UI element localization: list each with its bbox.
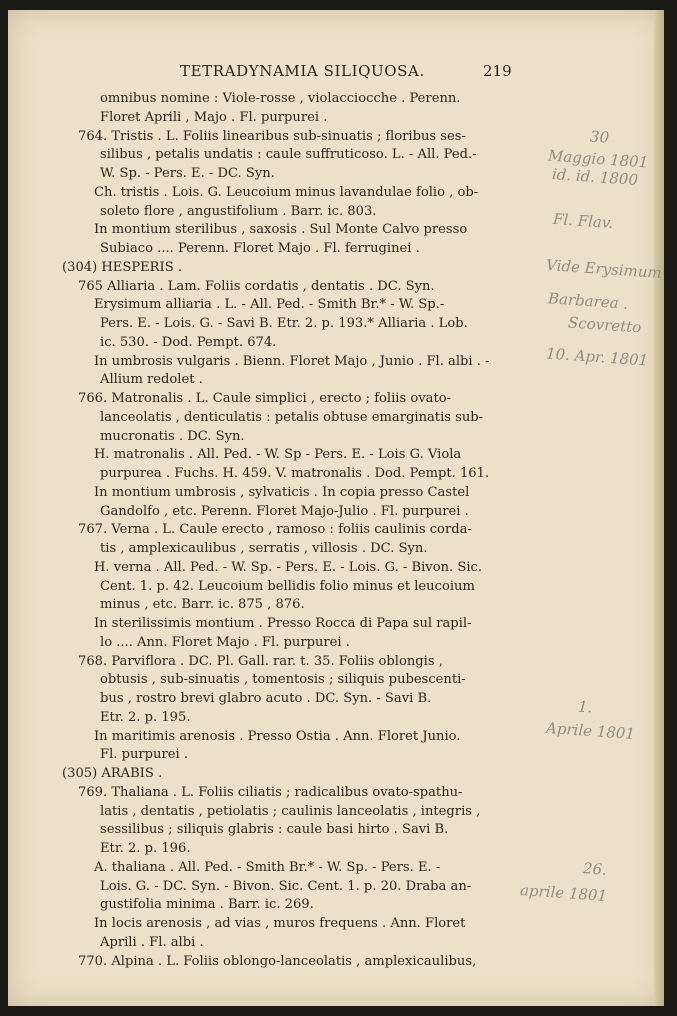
- text-line: [8, 371, 568, 390]
- text-line-content: 769. Thaliana . L. Foliis ciliatis ; radicalibus ovato-spathu-: [78, 784, 463, 800]
- text-line-content: sessilibus ; siliquis glabris : caule basi hirto . Savi B.: [100, 822, 449, 838]
- text-line: [8, 653, 568, 672]
- text-line: [8, 803, 568, 822]
- text-line-content: gustifolia minima . Barr. ic. 269.: [100, 897, 314, 913]
- text-line: [8, 221, 568, 240]
- text-line: [8, 390, 568, 409]
- text-line: [8, 690, 568, 709]
- text-line-content: 768. Parviflora . DC. Pl. Gall. rar. t. 35. Foliis oblongis ,: [78, 653, 443, 669]
- text-line: [8, 709, 568, 728]
- margin-annotation: Barbarea .: [547, 289, 629, 313]
- text-line-content: ic. 530. - Dod. Pempt. 674.: [100, 334, 277, 350]
- text-line-content: soleto flore , angustifolium . Barr. ic. 803.: [100, 203, 377, 219]
- text-line-content: In umbrosis vulgaris . Bienn. Floret Majo , Junio . Fl. albi . -: [94, 353, 490, 369]
- text-line: [8, 934, 568, 953]
- text-line-content: Lois. G. - DC. Syn. - Bivon. Sic. Cent. 1. p. 20. Draba an-: [100, 878, 472, 894]
- page-number: 219: [483, 62, 512, 80]
- text-line-content: 770. Alpina . L. Foliis oblongo-lanceolatis , amplexicaulibus,: [78, 953, 477, 969]
- text-line-content: Ch. tristis . Lois. G. Leucoium minus lavandulae folio , ob-: [94, 184, 479, 200]
- text-line: [8, 953, 568, 972]
- margin-annotation: Maggio 1801: [547, 146, 649, 172]
- text-line: [8, 315, 568, 334]
- text-line: [8, 821, 568, 840]
- text-line: [8, 296, 568, 315]
- text-line-content: lanceolatis , denticulatis : petalis obtuse emarginatis sub-: [100, 409, 484, 425]
- text-line: [8, 728, 568, 747]
- text-line-content: H. verna . All. Ped. - W. Sp. - Pers. E. - Lois. G. - Bivon. Sic.: [94, 559, 483, 575]
- margin-annotation: Fl. Flav.: [552, 209, 614, 233]
- text-line-content: (304) HESPERIS .: [62, 259, 183, 275]
- text-line: [8, 240, 568, 259]
- text-line: [8, 165, 568, 184]
- text-line-content: A. thaliana . All. Ped. - Smith Br.* - W. Sp. - Pers. E. -: [94, 859, 441, 875]
- margin-annotation: Vide Erysimum: [545, 255, 663, 283]
- text-line: [8, 540, 568, 559]
- text-line-content: tis , amplexicaulibus , serratis , villosis . DC. Syn.: [100, 541, 428, 556]
- page-header: [8, 62, 664, 82]
- running-title: TETRADYNAMIA SILIQUOSA.: [180, 62, 425, 80]
- text-line: [8, 184, 568, 203]
- text-line-content: Pers. E. - Lois. G. - Savi B. Etr. 2. p. 193.* Alliaria . Lob.: [100, 316, 468, 331]
- margin-annotation: aprile 1801: [519, 880, 608, 906]
- text-line-content: W. Sp. - Pers. E. - DC. Syn.: [100, 166, 275, 181]
- text-line: [8, 503, 568, 522]
- text-line: [8, 840, 568, 859]
- text-line-content: Aprili . Fl. albi .: [100, 934, 204, 950]
- text-line-content: 766. Matronalis . L. Caule simplici , erecto ; foliis ovato-: [78, 391, 452, 406]
- text-line: [8, 596, 568, 615]
- text-line-content: Erysimum alliaria . L. - All. Ped. - Smith Br.* - W. Sp.-: [94, 297, 445, 313]
- text-line: [8, 634, 568, 653]
- text-line-content: latis , dentatis , petiolatis ; caulinis lanceolatis , integris ,: [100, 803, 481, 819]
- text-line-content: Gandolfo , etc. Perenn. Floret Majo-Julio . Fl. purpurei .: [100, 503, 469, 519]
- page-edge: [654, 10, 664, 1006]
- text-line: [8, 484, 568, 503]
- text-line: [8, 578, 568, 597]
- margin-annotation: 1.: [577, 697, 593, 717]
- text-line-content: In locis arenosis , ad vias , muros frequens . Ann. Floret: [94, 916, 466, 931]
- text-line-content: mucronatis . DC. Syn.: [100, 428, 245, 444]
- margin-annotation: 30: [589, 127, 610, 147]
- body-text: [8, 90, 568, 971]
- text-line: [8, 334, 568, 353]
- text-line-content: obtusis , sub-sinuatis , tomentosis ; siliquis pubescenti-: [100, 672, 466, 688]
- text-line-content: In sterilissimis montium . Presso Rocca di Papa sul rapil-: [94, 616, 472, 631]
- text-line: [8, 671, 568, 690]
- text-line-content: Etr. 2. p. 196.: [100, 841, 191, 856]
- text-line: [8, 784, 568, 803]
- text-line-content: In maritimis arenosis . Presso Ostia . Ann. Floret Junio.: [94, 728, 461, 744]
- text-line-content: Floret Aprili , Majo . Fl. purpurei .: [100, 109, 328, 125]
- text-line: [8, 90, 568, 109]
- margin-annotation: 10. Apr. 1801: [545, 344, 649, 370]
- text-line: [8, 859, 568, 878]
- text-line-content: purpurea . Fuchs. H. 459. V. matronalis . Dod. Pempt. 161.: [100, 466, 490, 481]
- text-line: [8, 259, 568, 278]
- text-line-content: Subiaco .... Perenn. Floret Majo . Fl. ferruginei .: [100, 241, 420, 256]
- text-line-content: Allium redolet .: [100, 372, 203, 388]
- text-line: [8, 278, 568, 297]
- text-line: [8, 878, 568, 897]
- book-page: [8, 10, 664, 1006]
- text-line: [8, 896, 568, 915]
- text-line-content: In montium sterilibus , saxosis . Sul Monte Calvo presso: [94, 222, 468, 238]
- text-line: [8, 146, 568, 165]
- margin-annotation: 26.: [582, 859, 608, 879]
- text-line: [8, 765, 568, 784]
- text-line-content: 765 Alliaria . Lam. Foliis cordatis , dentatis . DC. Syn.: [78, 278, 435, 294]
- text-line-content: minus , etc. Barr. ic. 875 , 876.: [100, 597, 305, 613]
- text-line-content: (305) ARABIS .: [62, 766, 163, 781]
- margin-annotation: id. id. 1800: [551, 165, 639, 189]
- text-line: [8, 559, 568, 578]
- text-line: [8, 746, 568, 765]
- text-line-content: Fl. purpurei .: [100, 747, 189, 763]
- text-line: [8, 428, 568, 447]
- text-line-content: bus , rostro brevi glabro acuto . DC. Syn. - Savi B.: [100, 691, 432, 706]
- text-line: [8, 203, 568, 222]
- text-line: [8, 128, 568, 147]
- text-line: [8, 409, 568, 428]
- text-line: [8, 521, 568, 540]
- text-line-content: Etr. 2. p. 195.: [100, 709, 191, 725]
- text-line-content: In montium umbrosis , sylvaticis . In copia presso Castel: [94, 484, 470, 500]
- text-line-content: omnibus nomine : Viole-rosse , violacciocche . Perenn.: [100, 91, 461, 106]
- text-line-content: lo .... Ann. Floret Majo . Fl. purpurei .: [100, 634, 350, 650]
- text-line: [8, 615, 568, 634]
- text-line: [8, 465, 568, 484]
- text-line: [8, 353, 568, 372]
- margin-annotation: Aprile 1801: [545, 718, 636, 744]
- text-line-content: silibus , petalis undatis : caule suffruticoso. L. - All. Ped.-: [100, 147, 477, 163]
- text-line-content: 767. Verna . L. Caule erecto , ramoso : foliis caulinis corda-: [78, 522, 472, 538]
- text-line-content: H. matronalis . All. Ped. - W. Sp - Pers. E. - Lois G. Viola: [94, 447, 462, 463]
- text-line: [8, 446, 568, 465]
- text-line-content: 764. Tristis . L. Foliis linearibus sub-sinuatis ; floribus ses-: [78, 128, 466, 144]
- text-line: [8, 109, 568, 128]
- margin-annotation: Scovretto: [567, 313, 642, 337]
- text-line: [8, 915, 568, 934]
- text-line-content: Cent. 1. p. 42. Leucoium bellidis folio minus et leucoium: [100, 578, 475, 594]
